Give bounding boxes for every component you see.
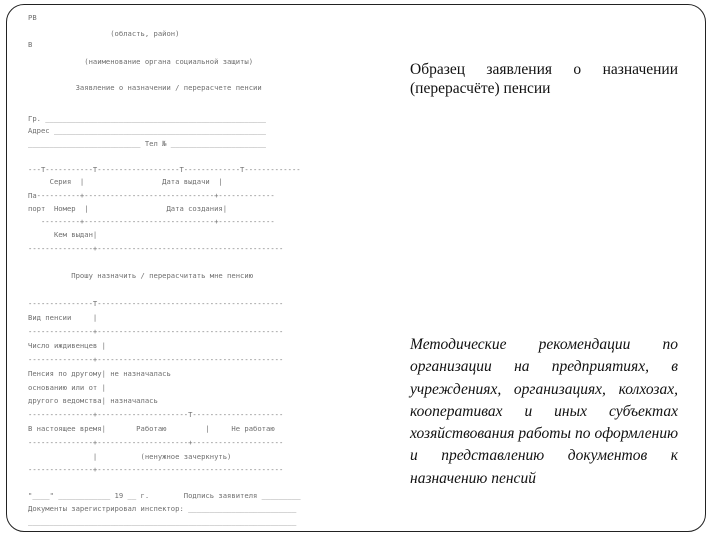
form-line: Адрес _________________________________________________ (28, 126, 266, 135)
form-line: основанию или от | (28, 383, 106, 392)
form-line: "____" ____________ 19 __ г. Подпись заявителя _________ (28, 491, 301, 500)
form-line: В настоящее время| Работаю | Не работаю (28, 424, 275, 433)
form-line: | (ненужное зачеркнуть) (28, 452, 232, 461)
form-line: порт Номер | Дата создания| (28, 204, 228, 213)
form-line: Кем выдан| (28, 230, 98, 239)
form-line: ---Т-----------Т-------------------Т-------------Т------------- (28, 165, 301, 174)
slide-title: Образец заявления о назначении (перерасчёте) пенсии (410, 61, 678, 97)
form-line: Число иждивенцев | (28, 341, 106, 350)
form-line: Вид пенсии | (28, 313, 98, 322)
form-line: В (28, 40, 33, 49)
form-line: ---------------+------------------------------------------- (28, 355, 284, 364)
form-line: другого ведомства| назначалась (28, 396, 158, 405)
form-line: Документы зарегистрировал инспектор: _________________________ (28, 504, 297, 513)
form-line: Заявление о назначении / перерасчете пенсии (28, 83, 262, 92)
form-line: ---------------+---------------------Т--------------------- (28, 410, 284, 419)
form-line: ---------------Т------------------------------------------- (28, 299, 284, 308)
form-line: Пенсия по другому| не назначалась (28, 369, 171, 378)
slide-notes: Методические рекомендации по организации на предприятиях, в учреждениях, организациях, колхозах, кооперативах и иных субъектах хозяйствования работы по оформлению и представлению документов к назначению пенсий (410, 336, 678, 487)
form-line: Гр. ___________________________________________________ (28, 114, 266, 123)
form-line: Прошу назначить / перерасчитать мне пенсию (28, 271, 254, 280)
form-line: ---------------+------------------------------------------- (28, 327, 284, 336)
form-line: (наименование органа социальной защиты) (28, 57, 254, 66)
form-line: ---------------+------------------------------------------- (28, 465, 284, 474)
form-line: ---------+------------------------------+------------- (28, 217, 275, 226)
form-line: РВ (28, 13, 37, 22)
form-line: Па----------+------------------------------+------------- (28, 191, 275, 200)
application-form-image (28, 8, 388, 530)
form-line: ______________________________________________________________ (28, 517, 297, 526)
form-line: (область, район) (28, 29, 180, 38)
form-line: __________________________ Тел № ______________________ (28, 139, 266, 148)
form-line: Серия | Дата выдачи | (28, 177, 223, 186)
form-line: ---------------+---------------------+--------------------- (28, 438, 284, 447)
form-line: ---------------+------------------------------------------- (28, 244, 284, 253)
